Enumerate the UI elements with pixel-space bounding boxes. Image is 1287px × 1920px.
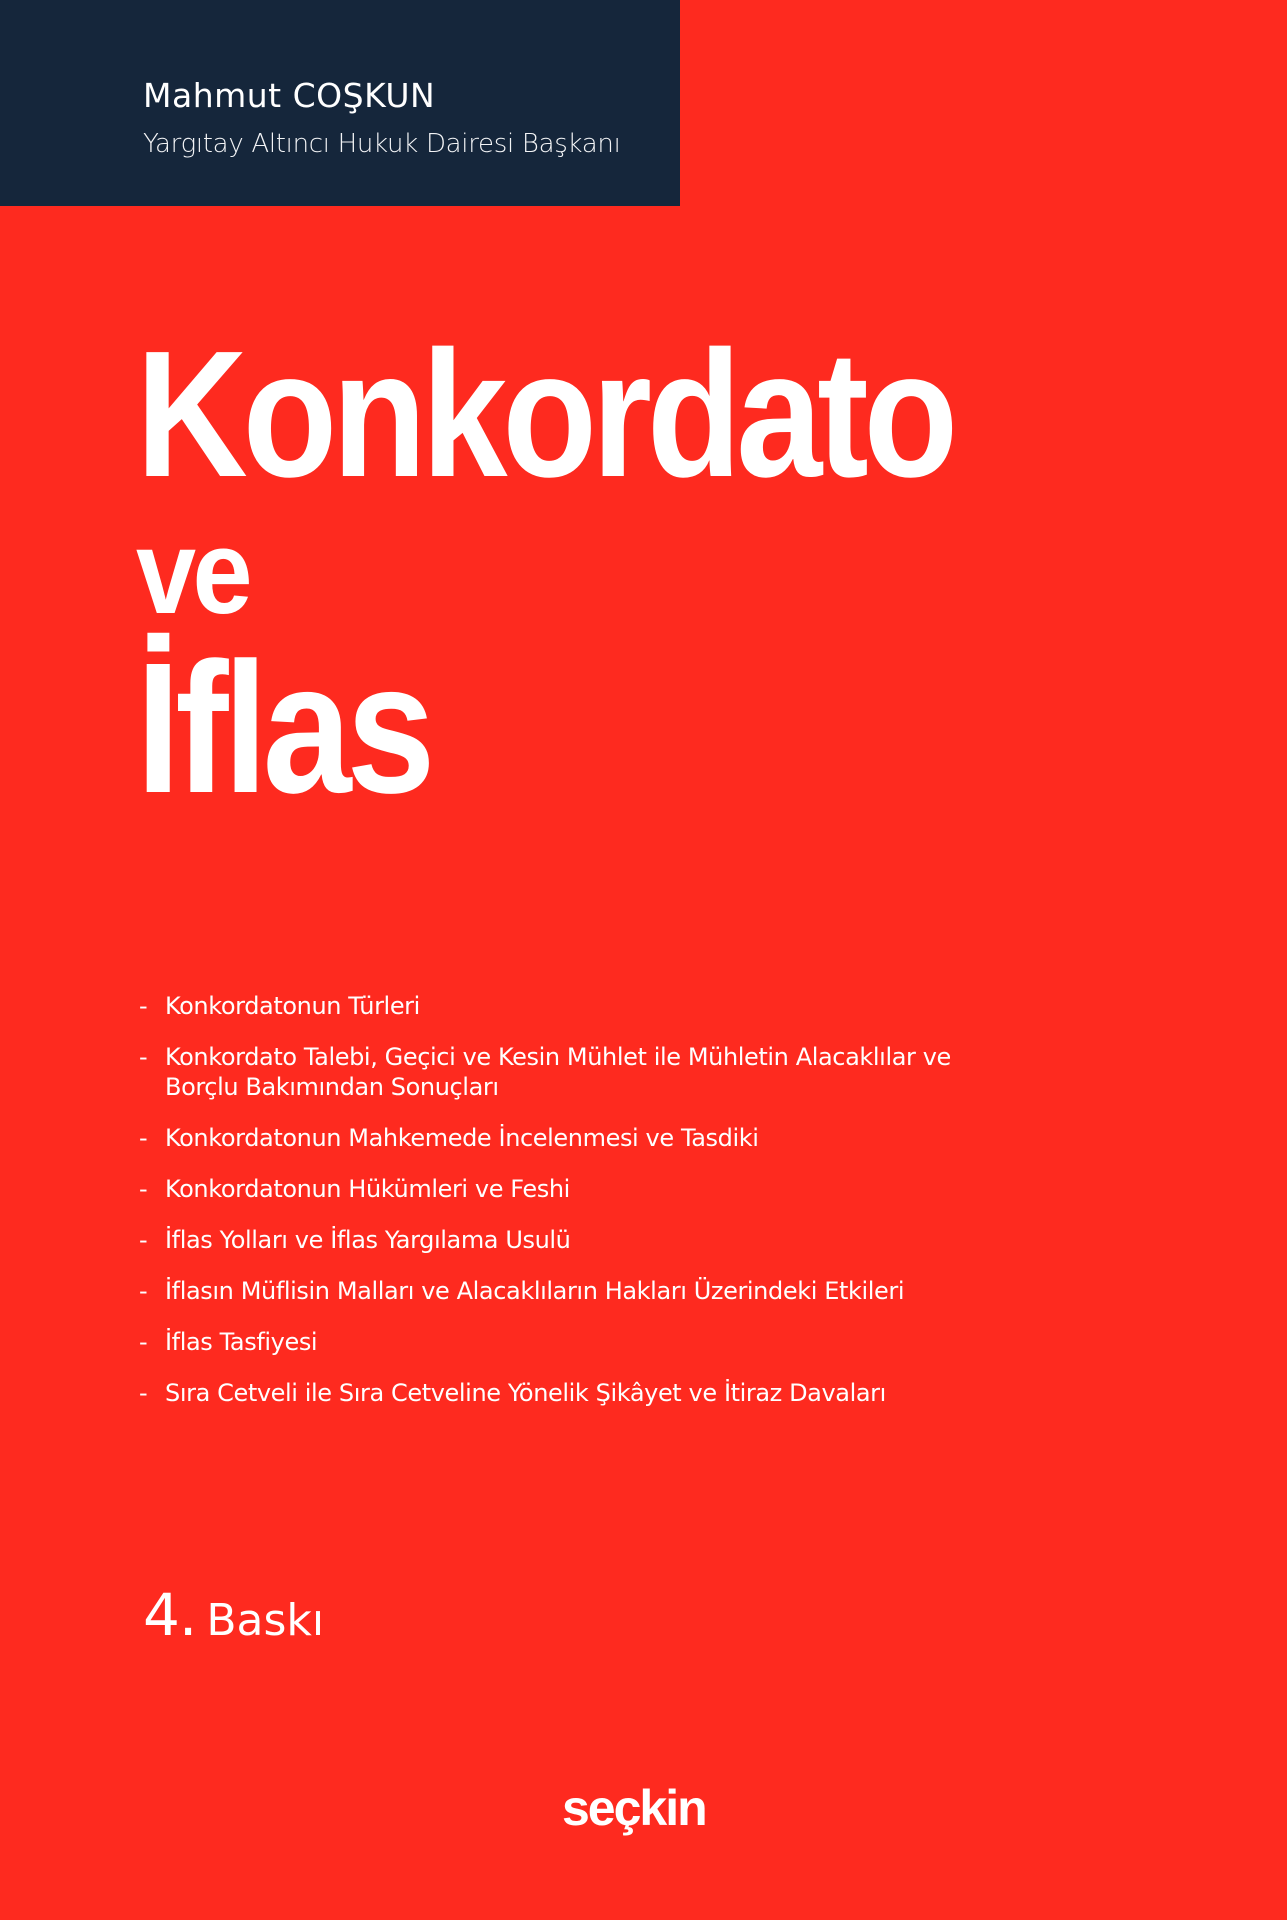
publisher-logo: seçkin <box>562 1780 706 1836</box>
topic-text: Konkordatonun Hükümleri ve Feshi <box>165 1175 570 1203</box>
topic-text: Konkordatonun Mahkemede İncelenmesi ve Tasdiki <box>165 1124 759 1152</box>
topic-item <box>139 991 999 1021</box>
topic-item <box>139 1378 999 1408</box>
book-title-line-1: Konkordato <box>136 314 953 515</box>
topic-dash: - <box>139 1124 148 1152</box>
edition-word: Baskı <box>206 1595 325 1646</box>
author-title: Yargıtay Altıncı Hukuk Dairesi Başkanı <box>143 129 621 159</box>
book-title-line-2: ve <box>136 505 249 639</box>
topic-dash: - <box>139 1175 148 1203</box>
author-block <box>0 0 680 206</box>
topic-text: İflas Tasfiyesi <box>165 1328 318 1356</box>
topic-dash: - <box>139 992 148 1020</box>
topic-dash: - <box>139 1226 148 1254</box>
author-name: Mahmut COŞKUN <box>143 76 436 115</box>
topic-dash: - <box>139 1379 148 1407</box>
topic-text: Konkordato Talebi, Geçici ve Kesin Mühlet ile Mühletin Alacaklılar ve Borçlu Bakımından Sonuçları <box>165 1043 951 1101</box>
edition-label <box>143 1580 324 1656</box>
topic-text: İflas Yolları ve İflas Yargılama Usulü <box>165 1226 571 1254</box>
topic-dash: - <box>139 1328 148 1356</box>
topic-item <box>139 1042 999 1102</box>
topic-item <box>139 1276 999 1306</box>
topic-dash: - <box>139 1277 148 1305</box>
topic-item <box>139 1225 999 1255</box>
edition-number: 4. <box>143 1581 197 1649</box>
topic-text: İflasın Müflisin Malları ve Alacaklıların Hakları Üzerindeki Etkileri <box>165 1277 905 1305</box>
topic-item <box>139 1174 999 1204</box>
topic-item <box>139 1327 999 1357</box>
topic-text: Konkordatonun Türleri <box>165 992 420 1020</box>
book-title-line-3: İflas <box>136 625 431 832</box>
topics-list <box>139 991 999 1429</box>
topic-text: Sıra Cetveli ile Sıra Cetveline Yönelik Şikâyet ve İtiraz Davaları <box>165 1379 886 1407</box>
topic-item <box>139 1123 999 1153</box>
topic-dash: - <box>139 1043 148 1071</box>
